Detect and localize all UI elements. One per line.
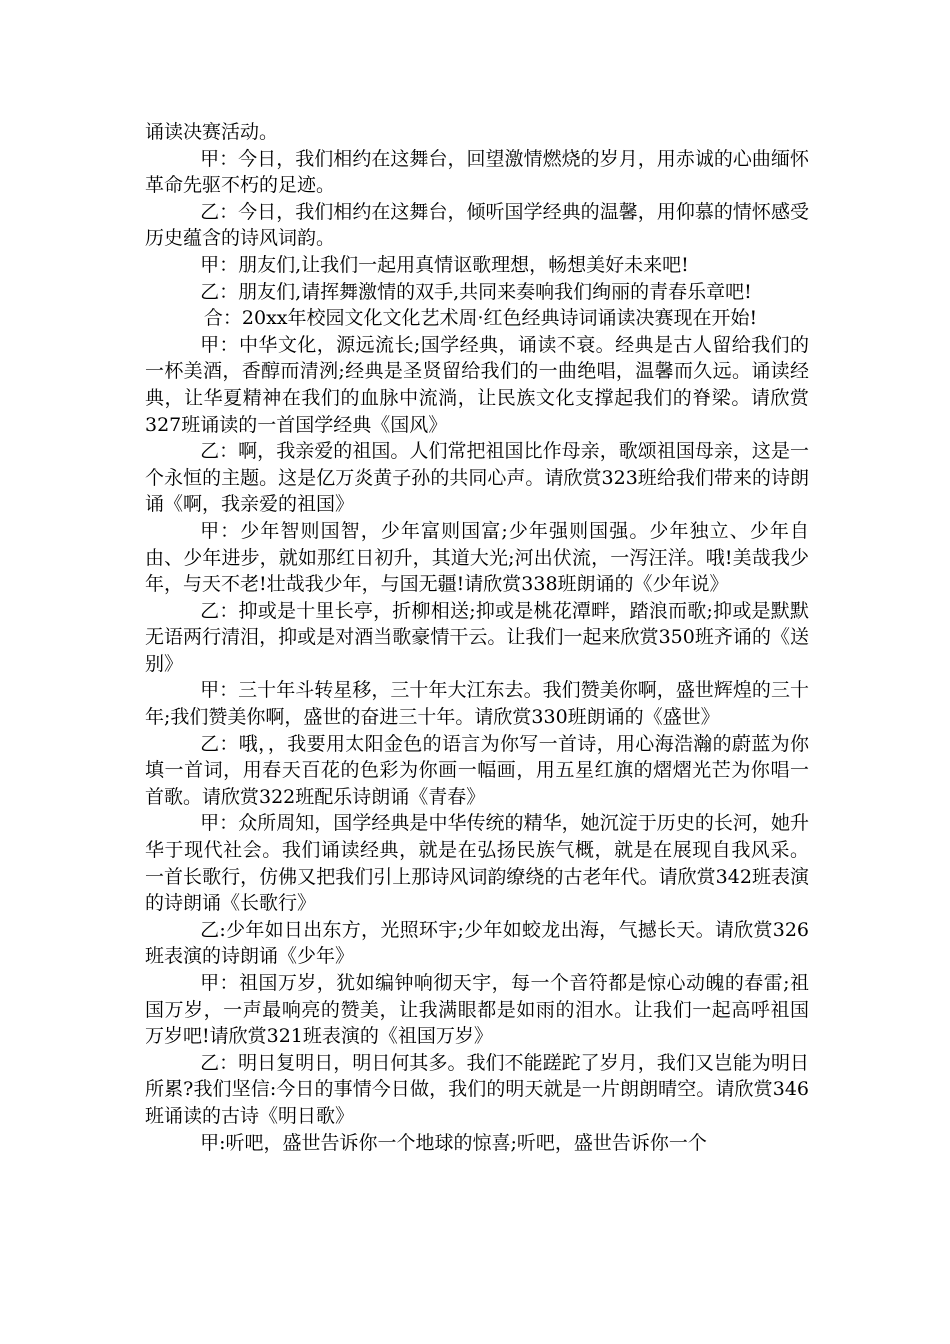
paragraph-8: 乙：啊，我亲爱的祖国。人们常把祖国比作母亲，歌颂祖国母亲，这是一个永恒的主题。这是亿万炎黄子孙的共同心声。请欣赏323班给我们带来的诗朗诵《啊，我亲爱的祖国》	[145, 440, 809, 516]
paragraph-5: 乙：朋友们,请挥舞激情的双手,共同来奏响我们绚丽的青春乐章吧!	[200, 280, 752, 303]
paragraph-3: 乙：今日，我们相约在这舞台，倾听国学经典的温馨，用仰慕的情怀感受历史蕴含的诗风词韵。	[145, 200, 809, 250]
paragraph-12: 乙：哦，，我要用太阳金色的语言为你写一首诗，用心海浩瀚的蔚蓝为你填一首词，用春天百花的色彩为你画一幅画，用五星红旗的熠熠光芒为你唱一首歌。请欣赏322班配乐诗朗诵《青春》	[145, 732, 809, 808]
document-body	[145, 119, 809, 1156]
paragraph-2: 甲：今日，我们相约在这舞台，回望激情燃烧的岁月，用赤诚的心曲缅怀革命先驱不朽的足迹。	[145, 147, 809, 197]
paragraph-1: 诵读决赛活动。	[145, 121, 279, 143]
paragraph-13: 甲：众所周知，国学经典是中华传统的精华，她沉淀于历史的长河，她升华于现代社会。我们诵读经典，就是在弘扬民族气概，就是在展现自我风采。一首长歌行，仿佛又把我们引上那诗风词韵缭绕的古老年代。请欣赏342班表演的诗朗诵《长歌行》	[145, 812, 809, 915]
paragraph-16: 乙：明日复明日，明日何其多。我们不能蹉跎了岁月，我们又岂能为明日所累?我们坚信:今日的事情今日做，我们的明天就是一片朗朗晴空。请欣赏346班诵读的古诗《明日歌》	[145, 1051, 809, 1127]
paragraph-17: 甲:听吧，盛世告诉你一个地球的惊喜;听吧，盛世告诉你一个	[200, 1131, 707, 1154]
paragraph-7: 甲：中华文化，源远流长;国学经典，诵读不衰。经典是古人留给我们的一杯美酒，香醇而清洌;经典是圣贤留给我们的一曲绝唱，温馨而久远。诵读经典，让华夏精神在我们的血脉中流淌，让民族文化支撑起我们的脊梁。请欣赏327班诵读的一首国学经典《国风》	[145, 333, 809, 436]
paragraph-15: 甲：祖国万岁，犹如编钟响彻天宇，每一个音符都是惊心动魄的春雷;祖国万岁，一声最响亮的赞美，让我满眼都是如雨的泪水。让我们一起高呼祖国万岁吧!请欣赏321班表演的《祖国万岁》	[145, 972, 809, 1048]
paragraph-9: 甲：少年智则国智，少年富则国富;少年强则国强。少年独立、少年自由、少年进步，就如那红日初升，其道大光;河出伏流，一泻汪洋。哦!美哉我少年，与天不老!壮哉我少年，与国无疆!请欣赏338班朗诵的《少年说》	[145, 519, 809, 596]
paragraph-10: 乙：抑或是十里长亭，折柳相送;抑或是桃花潭畔，踏浪而歌;抑或是默默无语两行清泪，抑或是对酒当歌豪情干云。让我们一起来欣赏350班齐诵的《送别》	[145, 599, 809, 675]
paragraph-6: 合：20xx年校园文化文化艺术周·红色经典诗词诵读决赛现在开始!	[203, 307, 758, 330]
paragraph-11: 甲：三十年斗转星移，三十年大江东去。我们赞美你啊，盛世辉煌的三十年;我们赞美你啊，盛世的奋进三十年。请欣赏330班朗诵的《盛世》	[145, 679, 809, 729]
paragraph-14: 乙:少年如日出东方，光照环宇;少年如蛟龙出海，气撼长天。请欣赏326班表演的诗朗诵《少年》	[145, 918, 809, 968]
paragraph-4: 甲：朋友们,让我们一起用真情讴歌理想，畅想美好未来吧!	[200, 253, 689, 276]
